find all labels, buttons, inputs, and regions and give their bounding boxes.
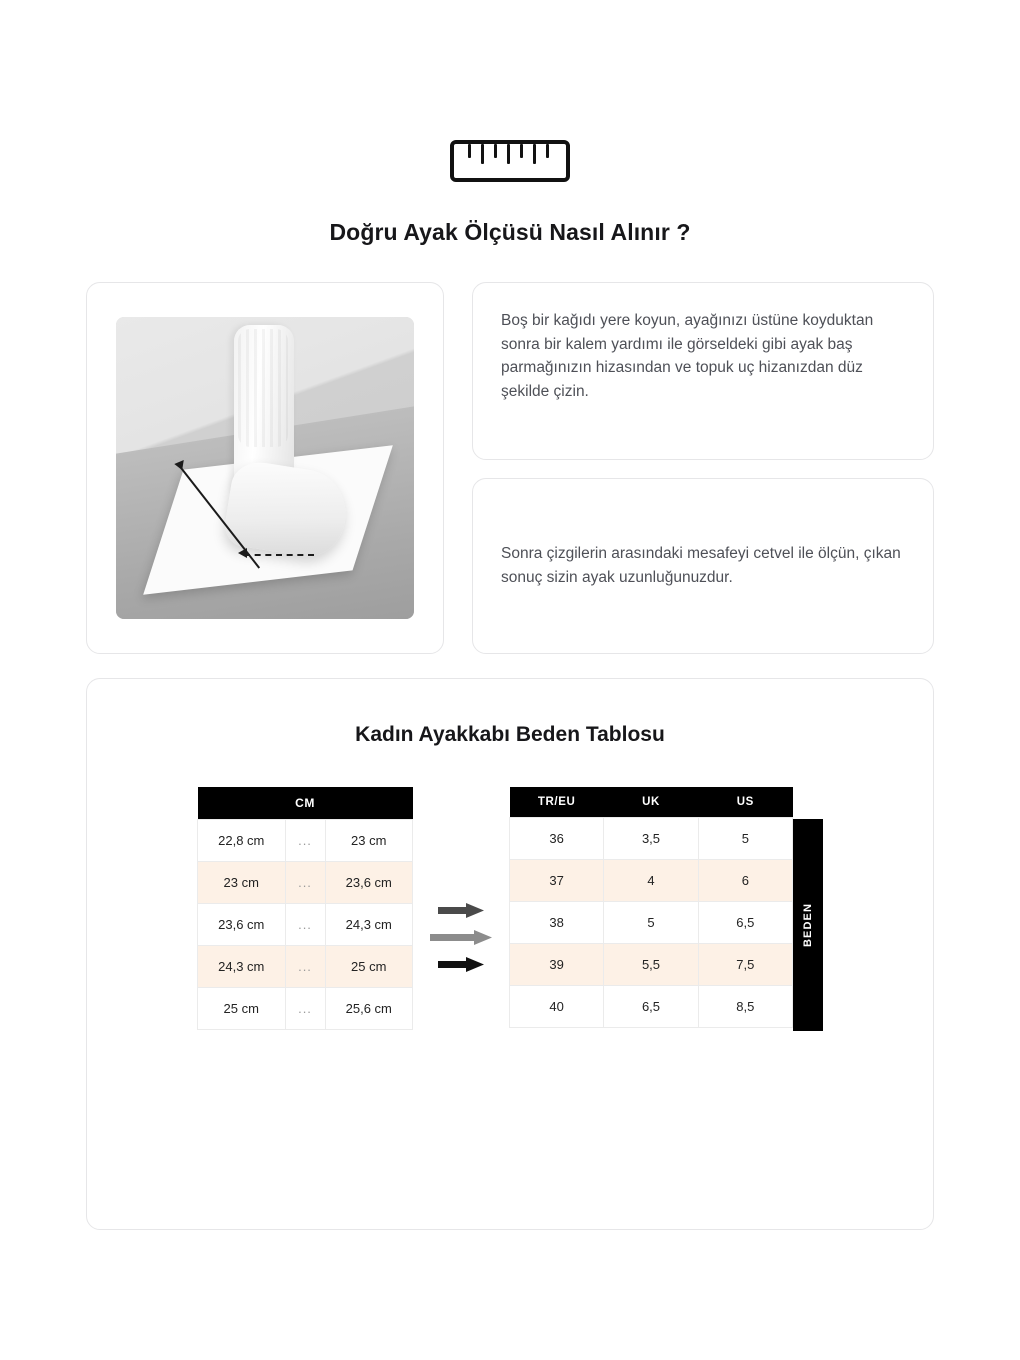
cm-to: 25 cm	[325, 946, 413, 988]
cm-table-header-row	[198, 787, 413, 820]
table-row	[510, 944, 793, 986]
cm-to: 23,6 cm	[325, 862, 413, 904]
cm-from: 25 cm	[198, 988, 286, 1030]
size-eu: 36	[510, 818, 604, 860]
size-table-header-us: US	[698, 787, 792, 818]
size-eu: 38	[510, 902, 604, 944]
size-us: 6,5	[698, 902, 792, 944]
table-row	[510, 986, 793, 1028]
instructions-area	[86, 282, 934, 654]
arrow-right-icon	[438, 903, 484, 918]
page-title: Doğru Ayak Ölçüsü Nasıl Alınır ?	[329, 219, 691, 245]
table-row	[198, 904, 413, 946]
table-row	[198, 820, 413, 862]
table-row	[510, 860, 793, 902]
ruler-icon	[450, 140, 570, 182]
cm-table	[197, 787, 413, 1030]
cm-from: 24,3 cm	[198, 946, 286, 988]
size-uk: 3,5	[604, 818, 698, 860]
cm-to: 23 cm	[325, 820, 413, 862]
size-table	[509, 787, 793, 1028]
table-row	[510, 902, 793, 944]
size-us: 5	[698, 818, 792, 860]
ruler-icon-wrapper	[0, 140, 1020, 182]
size-us: 8,5	[698, 986, 792, 1028]
photo-dashed-line	[244, 554, 314, 556]
size-uk: 6,5	[604, 986, 698, 1028]
cm-separator: ...	[285, 946, 325, 988]
table-row	[510, 818, 793, 860]
size-us: 6	[698, 860, 792, 902]
arrow-right-icon	[438, 957, 484, 972]
table-row	[198, 988, 413, 1030]
size-table-header-uk: UK	[604, 787, 698, 818]
cm-separator: ...	[285, 904, 325, 946]
cm-to: 24,3 cm	[325, 904, 413, 946]
size-uk: 5	[604, 902, 698, 944]
cm-to: 25,6 cm	[325, 988, 413, 1030]
size-tables-row	[87, 787, 933, 1043]
foot-measurement-photo	[116, 317, 414, 619]
size-chart-title: Kadın Ayakkabı Beden Tablosu	[355, 723, 665, 746]
cm-separator: ...	[285, 820, 325, 862]
size-eu: 40	[510, 986, 604, 1028]
conversion-arrows	[413, 831, 509, 1043]
cm-table-header: CM	[198, 787, 413, 820]
size-table-header-row	[510, 787, 793, 818]
size-chart-card	[86, 678, 934, 1230]
size-uk: 4	[604, 860, 698, 902]
measurement-photo-card	[86, 282, 444, 654]
cm-separator: ...	[285, 862, 325, 904]
cm-from: 23,6 cm	[198, 904, 286, 946]
size-eu: 39	[510, 944, 604, 986]
size-table-header-eu: TR/EU	[510, 787, 604, 818]
size-us: 7,5	[698, 944, 792, 986]
instruction-step-1: Boş bir kağıdı yere koyun, ayağınızı üstüne koyduktan sonra bir kalem yardımı ile görseldeki gibi ayak baş parmağınızın hizasından ve topuk uç hizanızdan düz şekilde çizin.	[472, 282, 934, 460]
beden-side-label	[793, 819, 823, 1031]
table-row	[198, 946, 413, 988]
arrow-right-icon	[430, 930, 492, 945]
cm-from: 22,8 cm	[198, 820, 286, 862]
cm-separator: ...	[285, 988, 325, 1030]
instruction-step-2: Sonra çizgilerin arasındaki mesafeyi cetvel ile ölçün, çıkan sonuç sizin ayak uzunluğunuzdur.	[472, 478, 934, 654]
size-uk: 5,5	[604, 944, 698, 986]
photo-dashed-arrow-head	[238, 548, 247, 558]
cm-from: 23 cm	[198, 862, 286, 904]
instruction-text-column	[472, 282, 934, 654]
beden-side-label-text: BEDEN	[802, 902, 814, 947]
size-eu: 37	[510, 860, 604, 902]
table-row	[198, 862, 413, 904]
